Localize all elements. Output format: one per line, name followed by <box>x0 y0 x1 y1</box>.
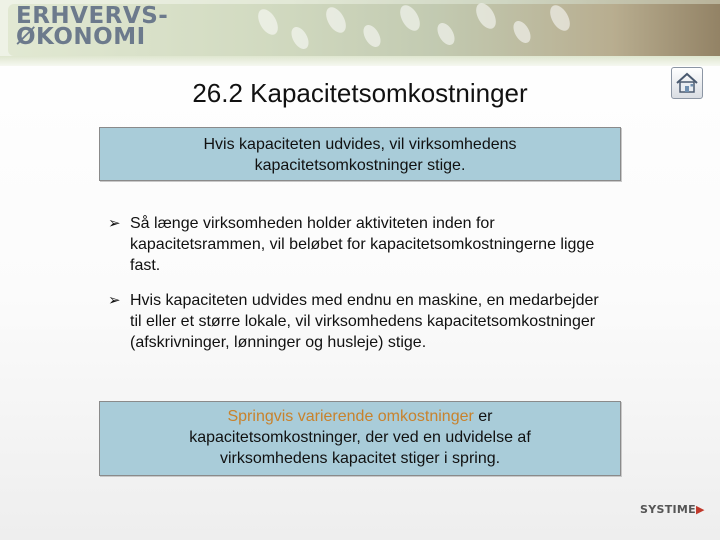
callout-bottom-paragraph <box>160 406 560 469</box>
callout-box-top <box>99 127 621 181</box>
callout-top-text: Hvis kapaciteten udvides, vil virksomhedens kapacitetsomkostninger stige. <box>203 136 517 174</box>
logo-line2: ØKONOMI <box>16 24 146 50</box>
definition-text: er kapacitetsomkostninger, der ved en udvidelse af virksomhedens kapacitet stiger i spring. <box>189 408 531 467</box>
bullet-item-1 <box>108 213 608 276</box>
bullet-item-2 <box>108 290 608 353</box>
systime-wordmark: SYSTIME <box>640 503 696 516</box>
logo-line1: ERHVERVS- <box>16 3 169 29</box>
systime-logo <box>640 503 705 516</box>
bullet-text-1: Så længe virksomheden holder aktiviteten inden for kapacitetsrammen, vil beløbet for kapacitetsomkostningerne ligge fast. <box>130 215 595 274</box>
banner-bottom-fade <box>0 56 720 66</box>
callout-box-bottom <box>99 401 621 476</box>
header-banner <box>0 0 720 66</box>
definition-term: Springvis varierende omkostninger <box>227 408 474 425</box>
systime-arrow-icon: ▶ <box>695 503 705 516</box>
arrow-bullet-icon: ➢ <box>108 292 121 309</box>
logo <box>16 3 169 50</box>
slide-title: 26.2 Kapacitetsomkostninger <box>192 78 528 108</box>
arrow-bullet-icon: ➢ <box>108 215 121 232</box>
bullet-text-2: Hvis kapaciteten udvides med endnu en maskine, en medarbejder til eller et større lokale, vil virksomhedens kapacitetsomkostninger (afskrivninger, lønninger og husleje) stige. <box>130 292 599 351</box>
